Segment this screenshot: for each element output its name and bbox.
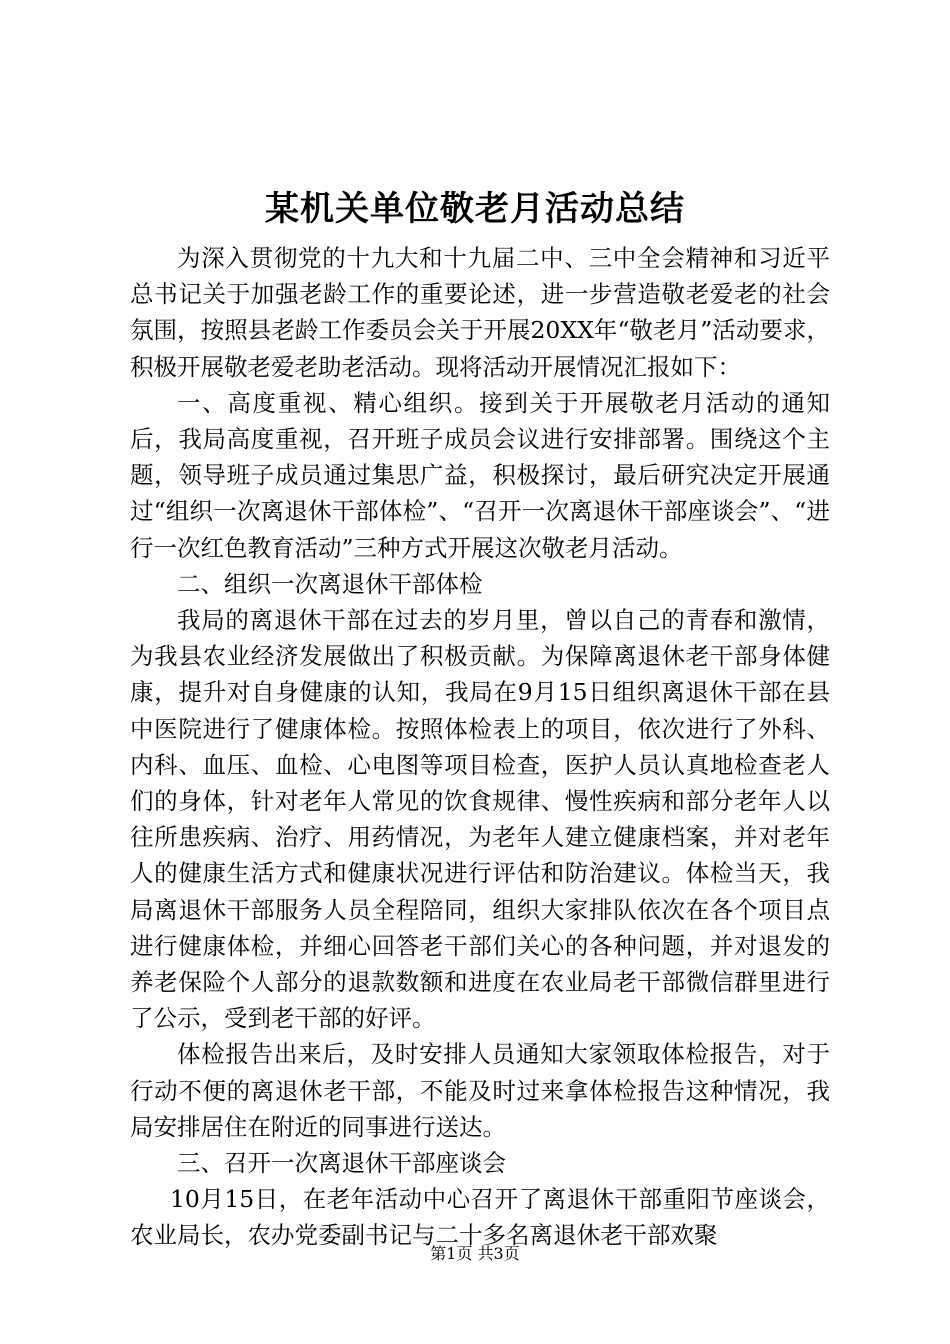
heading-section-3: 三、召开一次离退休干部座谈会 [177, 1149, 506, 1178]
paragraph-checkup: 我局的离退休干部在过去的岁月里，曾以自己的青春和激情，为我县农业经济发展做出了积极贡献。为保障离退休老干部身体健康，提升对自身健康的认知，我局在9月15日组织离退休干部在县中医院进行了健康体检。按照体检表上的项目，依次进行了外科、内科、血压、血检、心电图等项目检查，医护人员认真地检查老人们的身体，针对老年人常见的饮食规律、慢性疾病和部分老年人以往所患疾病、治疗、用药情况，为老年人建立健康档案，并对老年人的健康生活方式和健康状况进行评估和防治建议。体检当天，我局离退休干部服务人员全程陪同，组织大家排队依次在各个项目点进行健康体检，并细心回答老干部们关心的各种问题，并对退发的养老保险个人部分的退款数额和进度在农业局老干部微信群里进行了公示，受到老干部的好评。 [130, 606, 830, 1033]
heading-section-2: 二、组织一次离退休干部体检 [177, 569, 483, 598]
document-body [130, 240, 830, 1254]
paragraph-intro: 为深入贯彻党的十九大和十九届二中、三中全会精神和习近平总书记关于加强老龄工作的重要论述，进一步营造敬老爱老的社会氛围，按照县老龄工作委员会关于开展20XX年“敬老月”活动要求，积极开展敬老爱老助老活动。现将活动开展情况汇报如下： [130, 244, 830, 381]
paragraph-section-1: 一、高度重视、精心组织。接到关于开展敬老月活动的通知后，我局高度重视，召开班子成员会议进行安排部署。围绕这个主题，领导班子成员通过集思广益，积极探讨，最后研究决定开展通过“组织一次离退休干部体检”、“召开一次离退休干部座谈会”、“进行一次红色教育活动”三种方式开展这次敬老月活动。 [130, 388, 830, 562]
page-footer: 第1页 共3页 [430, 1244, 520, 1263]
paragraph-symposium: 10月15日，在老年活动中心召开了离退休干部重阳节座谈会，农业局长，农办党委副书记与二十多名离退休老干部欢聚 [130, 1185, 830, 1250]
document-title: 某机关单位敬老月活动总结 [265, 189, 685, 229]
paragraph-report-delivery: 体检报告出来后，及时安排人员通知大家领取体检报告，对于行动不便的离退休老干部，不能及时过来拿体检报告这种情况，我局安排居住在附近的同事进行送达。 [130, 1040, 830, 1141]
